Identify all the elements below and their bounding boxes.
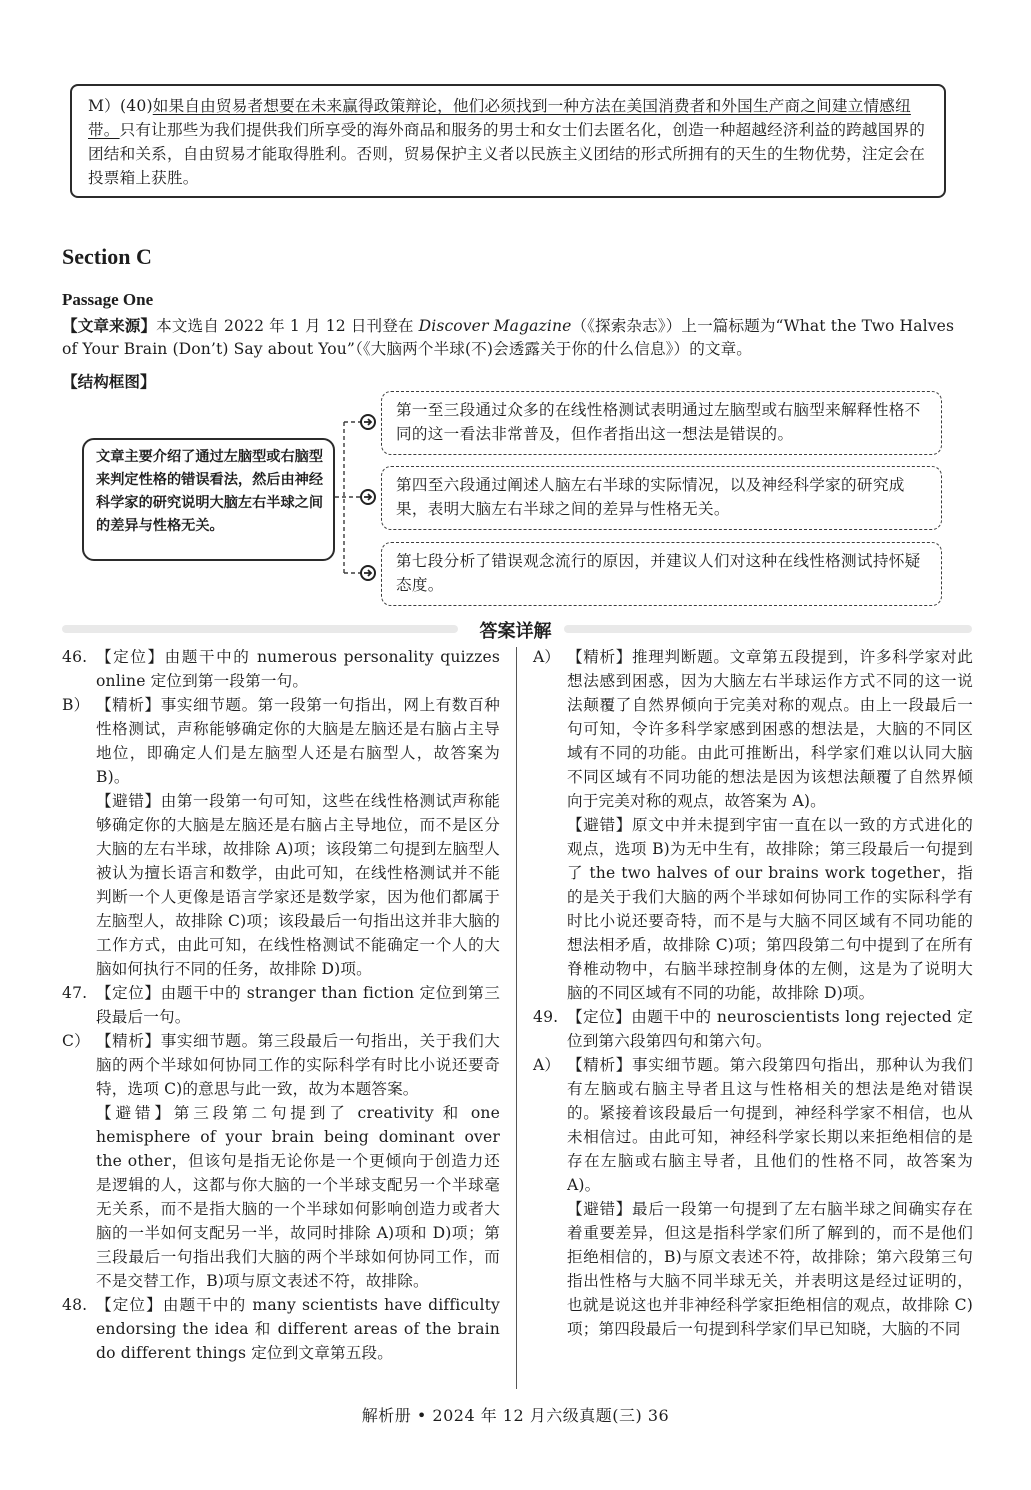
arrow-circle-icon-1 [361,415,375,429]
analysis-text: 【精析】事实细节题。第六段第四句指出，那种认为我们有左脑或右脑主导者且这与性格相关的想法是绝对错误的。紧接着该段最后一句提到，神经科学家不相信，也从未相信过。由此可知，神经科学家长期以来拒绝相信的是存在左脑或右脑主导者，且他们的性格不同，故答案为 A)。 [567,1056,973,1194]
box-m-text: 只有让那些为我们提供我们所享受的海外商品和服务的男士和女士们去匿名化，创造一种超越经济利益的跨越国界的团结和关系，自由贸易才能取得胜利。否则，贸易保护主义者以民族主义团结的形式所拥有的天生的生物优势，注定会在投票箱上获胜。 [88,121,926,187]
locate-text: 【定位】由题干中的 numerous personality quizzes online 定位到第一段第一句。 [96,648,500,690]
section-title: Section C [62,244,152,269]
q46-locate [62,645,500,693]
question-number: 49. [533,1008,559,1026]
source-magazine: Discover Magazine [418,317,572,335]
answer-letter: C） [62,1032,90,1050]
question-number: 46. [62,648,88,666]
locate-text: 【定位】由题干中的 stranger than fiction 定位到第三段最后一句。 [96,984,500,1026]
answers-right-column [533,645,973,1341]
q49-avoid-error: 【避错】最后一段第一句提到了左右脑半球之间确实存在着重要差异，但这是指科学家们所了解到的，而不是他们拒绝相信的，B)与原文表述不符，故排除；第六段第三句指出性格与大脑不同半球无关，并表明这是经过证明的，也就是说这也并非神经科学家拒绝相信的观点，故排除 C)项；第四段最后一句提到科学家们早已知晓，大脑的不同 [567,1200,973,1338]
source-tag: 【文章来源】 [62,316,157,335]
answers-left-column [62,645,500,1365]
locate-text: 【定位】由题干中的 many scientists have difficulty endorsing the idea 和 different areas of the brain do different things 定位到文章第五段。 [96,1296,500,1362]
q47-analysis [62,1029,500,1101]
q49-locate [533,1005,973,1053]
answer-box-m [70,84,946,198]
arrow-circle-icon-3 [361,566,375,580]
passage-title: Passage One [62,290,154,309]
diagram-connector [330,400,382,590]
q48-analysis [533,645,973,813]
box-m-label: M） [88,97,120,115]
q47-locate [62,981,500,1029]
locate-text: 【定位】由题干中的 neuroscientists long rejected 定位到第六段第四句和第六句。 [567,1008,973,1050]
page-footer: 解析册 • 2024 年 12 月六级真题(三) 36 [361,1406,670,1425]
analysis-text: 【精析】事实细节题。第三段最后一句指出，关于我们大脑的两个半球如何协同工作的实际科学有时比小说还要奇特，选项 C)的意思与此一致，故为本题答案。 [96,1032,500,1098]
answer-letter: B） [62,696,90,714]
answer-letter: A） [533,648,561,666]
source-pre: 本文选自 2022 年 1 月 12 日刊登在 [156,317,419,335]
question-number: 48. [62,1296,88,1314]
box-m-number: (40) [119,97,153,115]
arrow-circle-icon-2 [361,490,375,504]
box-m-underlined-text: 如果自由贸易者想要在未来赢得政策辩论，他们必须找到一种方法在美国消费者和外国生产商之间建立情感纽带。 [88,97,911,139]
analysis-text: 【精析】推理判断题。文章第五段提到，许多科学家对此想法感到困惑，因为大脑左右半球运作方式不同的这一说法颠覆了自然界倾向于完美对称的观点。由上一段最后一句可知，令许多科学家感到困惑的想法是，大脑的不同区域有不同的功能。由此可推断出，科学家们难以认同大脑不同区域有不同功能的想法是因为该想法颠覆了自然界倾向于完美对称的观点，故答案为 A)。 [567,648,973,810]
diagram-box-paragraphs-4-6: 第四至六段通过阐述人脑左右半球的实际情况，以及神经科学家的研究成果，表明大脑左右半球之间的差异与性格无关。 [381,466,942,530]
answers-heading: 答案详解 [479,621,552,642]
source-post: （《探索杂志》）上一篇标题为“What the Two Halves of Your Brain (Don’t) Say about You”（《大脑两个半球(不)会透露关于你的什么信息》）的文章。 [62,317,955,358]
q46-avoid-error: 【避错】由第一段第一句可知，这些在线性格测试声称能够确定你的大脑是左脑还是右脑占主导地位，而不是区分大脑的左右半球，故排除 A)项；该段第二句提到左脑型人被认为擅长语言和数学，由此可知，在线性格测试并不能判断一个人更像是语言学家还是数学家，因为他们都属于左脑型人，故排除 C)项；该段最后一句指出这并非大脑的工作方式，由此可知，在线性格测试不能确定一个人的大脑如何执行不同的任务，故排除 D)项。 [96,792,500,978]
diagram-box-paragraph-7: 第七段分析了错误观念流行的原因，并建议人们对这种在线性格测试持怀疑态度。 [381,542,942,606]
q47-avoid-error: 【避错】第三段第二句提到了 creativity 和 one hemisphere of your brain being dominant over the other，但该句是指无论你是一个更倾向于创造力还是逻辑的人，这都与你大脑的一个半球支配另一个半球毫无关系，而不是指大脑的一个半球如何影响创造力或者大脑的一半如何支配另一半，故同时排除 A)项和 D)项；第三段最后一句指出我们大脑的两个半球如何协同工作，而不是交替工作，B)项与原文表述不符，故排除。 [96,1104,500,1290]
analysis-text: 【精析】事实细节题。第一段第一句指出，网上有数百种性格测试，声称能够确定你的大脑是左脑还是右脑占主导地位，即确定人们是左脑型人还是右脑型人，故答案为 B)。 [96,696,500,786]
q46-analysis [62,693,500,789]
answer-letter: A） [533,1056,561,1074]
question-number: 47. [62,984,88,1002]
q48-avoid-error: 【避错】原文中并未提到宇宙一直在以一致的方式进化的观点，选项 B)为无中生有，故排除；第三段最后一句提到了 the two halves of our brains work together，指的是关于我们大脑的两个半球如何协同工作的实际科学有时比小说还要奇特，而不是与大脑不同区域有不同功能的想法相矛盾，故排除 C)项；第四段第二句中提到了在所有脊椎动物中，右脑半球控制身体的左侧，这是为了说明大脑的不同区域有不同的功能，故排除 D)项。 [567,816,973,1002]
column-divider [516,647,517,1389]
diagram-summary-box: 文章主要介绍了通过左脑型或右脑型来判定性格的错误看法，然后由神经科学家的研究说明大脑左右半球之间的差异与性格无关。 [82,438,335,561]
article-source [62,314,972,361]
structure-diagram-label: 【结构框图】 [62,372,156,391]
q48-locate [62,1293,500,1365]
diagram-box-paragraphs-1-3: 第一至三段通过众多的在线性格测试表明通过左脑型或右脑型来解释性格不同的这一看法非常普及，但作者指出这一想法是错误的。 [381,391,942,455]
q49-analysis [533,1053,973,1197]
